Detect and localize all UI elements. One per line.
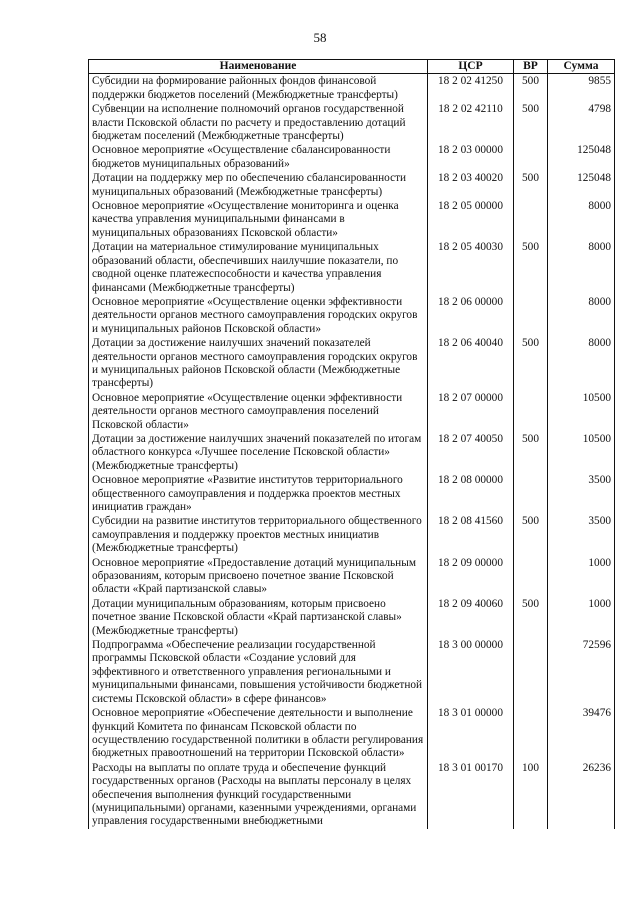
table-row: [89, 102, 615, 143]
cell-name: Субсидии на развитие институтов территориального общественного самоуправления и поддержку проектов местных инициатив (Межбюджетные трансферты): [89, 514, 428, 555]
header-sum: Сумма: [548, 60, 615, 74]
cell-sum: 72596: [548, 638, 615, 706]
cell-name: Субсидии на формирование районных фондов финансовой поддержки бюджетов поселений (Межбюджетные трансферты): [89, 74, 428, 102]
cell-vr: 500: [514, 597, 548, 638]
cell-vr: [514, 295, 548, 336]
cell-name: Основное мероприятие «Обеспечение деятельности и выполнение функций Комитета по финансам Псковской области по осуществлению государственной политики в области регулирования бюджетных правоотношений на территории Псковской области»: [89, 706, 428, 761]
cell-sum: 125048: [548, 171, 615, 199]
cell-sum: 10500: [548, 432, 615, 473]
cell-csr: 18 2 06 00000: [428, 295, 514, 336]
cell-csr: 18 2 08 41560: [428, 514, 514, 555]
cell-vr: [514, 473, 548, 514]
table-row: [89, 473, 615, 514]
table-row: [89, 638, 615, 706]
cell-vr: 500: [514, 432, 548, 473]
cell-sum: 10500: [548, 391, 615, 432]
cell-vr: [514, 391, 548, 432]
table-row: [89, 514, 615, 555]
cell-csr: 18 2 03 00000: [428, 143, 514, 171]
cell-vr: 500: [514, 240, 548, 295]
cell-name: Субвенции на исполнение полномочий органов государственной власти Псковской области по расчету и предоставлению дотаций бюджетам поселений (Межбюджетные трансферты): [89, 102, 428, 143]
cell-csr: 18 3 01 00000: [428, 706, 514, 761]
cell-csr: 18 2 07 00000: [428, 391, 514, 432]
cell-csr: 18 2 05 40030: [428, 240, 514, 295]
cell-csr: 18 2 07 40050: [428, 432, 514, 473]
cell-sum: 9855: [548, 74, 615, 102]
table-row: [89, 336, 615, 391]
cell-vr: 100: [514, 761, 548, 829]
cell-sum: 8000: [548, 336, 615, 391]
cell-name: Дотации за достижение наилучших значений показателей по итогам областного конкурса «Лучшее поселение Псковской области» (Межбюджетные трансферты): [89, 432, 428, 473]
cell-vr: 500: [514, 336, 548, 391]
cell-name: Основное мероприятие «Осуществление мониторинга и оценка качества управления муниципальными финансами в муниципальных образованиях Псковской области»: [89, 199, 428, 240]
cell-csr: 18 2 05 00000: [428, 199, 514, 240]
cell-vr: [514, 143, 548, 171]
cell-name: Основное мероприятие «Осуществление оценки эффективности деятельности органов местного самоуправления городских округов и муниципальных районов Псковской области»: [89, 295, 428, 336]
cell-name: Дотации на материальное стимулирование муниципальных образований области, обеспечивших наилучшие показатели, по сводной оценке платежеспособности и качества управления финансами (Межбюджетные трансферты): [89, 240, 428, 295]
table-row: [89, 240, 615, 295]
page-number: 58: [313, 30, 327, 45]
cell-sum: 1000: [548, 597, 615, 638]
cell-csr: 18 2 08 00000: [428, 473, 514, 514]
table-row: [89, 432, 615, 473]
cell-csr: 18 2 09 00000: [428, 556, 514, 597]
table-row: [89, 74, 615, 102]
cell-vr: 500: [514, 74, 548, 102]
cell-name: Основное мероприятие «Осуществление оценки эффективности деятельности органов местного самоуправления поселений Псковской области»: [89, 391, 428, 432]
cell-name: Дотации муниципальным образованиям, которым присвоено почетное звание Псковской области «Край партизанской славы» (Межбюджетные трансферты): [89, 597, 428, 638]
cell-sum: 8000: [548, 240, 615, 295]
cell-sum: 3500: [548, 514, 615, 555]
cell-name: Дотации на поддержку мер по обеспечению сбалансированности муниципальных образований (Межбюджетные трансферты): [89, 171, 428, 199]
table-row: [89, 199, 615, 240]
table-row: [89, 391, 615, 432]
cell-name: Основное мероприятие «Осуществление сбалансированности бюджетов муниципальных образований»: [89, 143, 428, 171]
table-row: [89, 761, 615, 829]
header-vr: ВР: [514, 60, 548, 74]
budget-table: [88, 59, 615, 829]
table-header-row: [89, 60, 615, 74]
cell-sum: 8000: [548, 295, 615, 336]
cell-csr: 18 2 06 40040: [428, 336, 514, 391]
cell-csr: 18 3 01 00170: [428, 761, 514, 829]
table-row: [89, 143, 615, 171]
table-body: [89, 74, 615, 829]
cell-csr: 18 2 02 42110: [428, 102, 514, 143]
cell-name: Расходы на выплаты по оплате труда и обеспечение функций государственных органов (Расходы на выплаты персоналу в целях обеспечения выполнения функций государственными (муниципальными) органами, казенными учреждениями, органами управления государственными внебюджетными: [89, 761, 428, 829]
cell-sum: 1000: [548, 556, 615, 597]
cell-vr: 500: [514, 102, 548, 143]
cell-vr: [514, 638, 548, 706]
cell-sum: 39476: [548, 706, 615, 761]
cell-sum: 4798: [548, 102, 615, 143]
cell-vr: [514, 706, 548, 761]
table-row: [89, 597, 615, 638]
cell-name: Подпрограмма «Обеспечение реализации государственной программы Псковской области «Создание условий для эффективного и ответственного управления региональными и муниципальными финансами, повышения устойчивости бюджетной системы Псковской области» в сфере финансов»: [89, 638, 428, 706]
cell-name: Основное мероприятие «Развитие институтов территориального общественного самоуправления и поддержка проектов местных инициатив граждан»: [89, 473, 428, 514]
cell-vr: 500: [514, 171, 548, 199]
header-csr: ЦСР: [428, 60, 514, 74]
cell-vr: [514, 199, 548, 240]
cell-csr: 18 2 02 41250: [428, 74, 514, 102]
cell-csr: 18 3 00 00000: [428, 638, 514, 706]
cell-vr: 500: [514, 514, 548, 555]
cell-vr: [514, 556, 548, 597]
cell-name: Дотации за достижение наилучших значений показателей деятельности органов местного самоуправления городских округов и муниципальных районов Псковской области (Межбюджетные трансферты): [89, 336, 428, 391]
cell-sum: 8000: [548, 199, 615, 240]
cell-csr: 18 2 09 40060: [428, 597, 514, 638]
table-row: [89, 556, 615, 597]
cell-sum: 125048: [548, 143, 615, 171]
table-row: [89, 295, 615, 336]
header-name: Наименование: [89, 60, 428, 74]
table-row: [89, 171, 615, 199]
table-row: [89, 706, 615, 761]
cell-sum: 3500: [548, 473, 615, 514]
cell-name: Основное мероприятие «Предоставление дотаций муниципальным образованиям, которым присвоено почетное звание Псковской области «Край партизанской славы»: [89, 556, 428, 597]
cell-sum: 26236: [548, 761, 615, 829]
cell-csr: 18 2 03 40020: [428, 171, 514, 199]
